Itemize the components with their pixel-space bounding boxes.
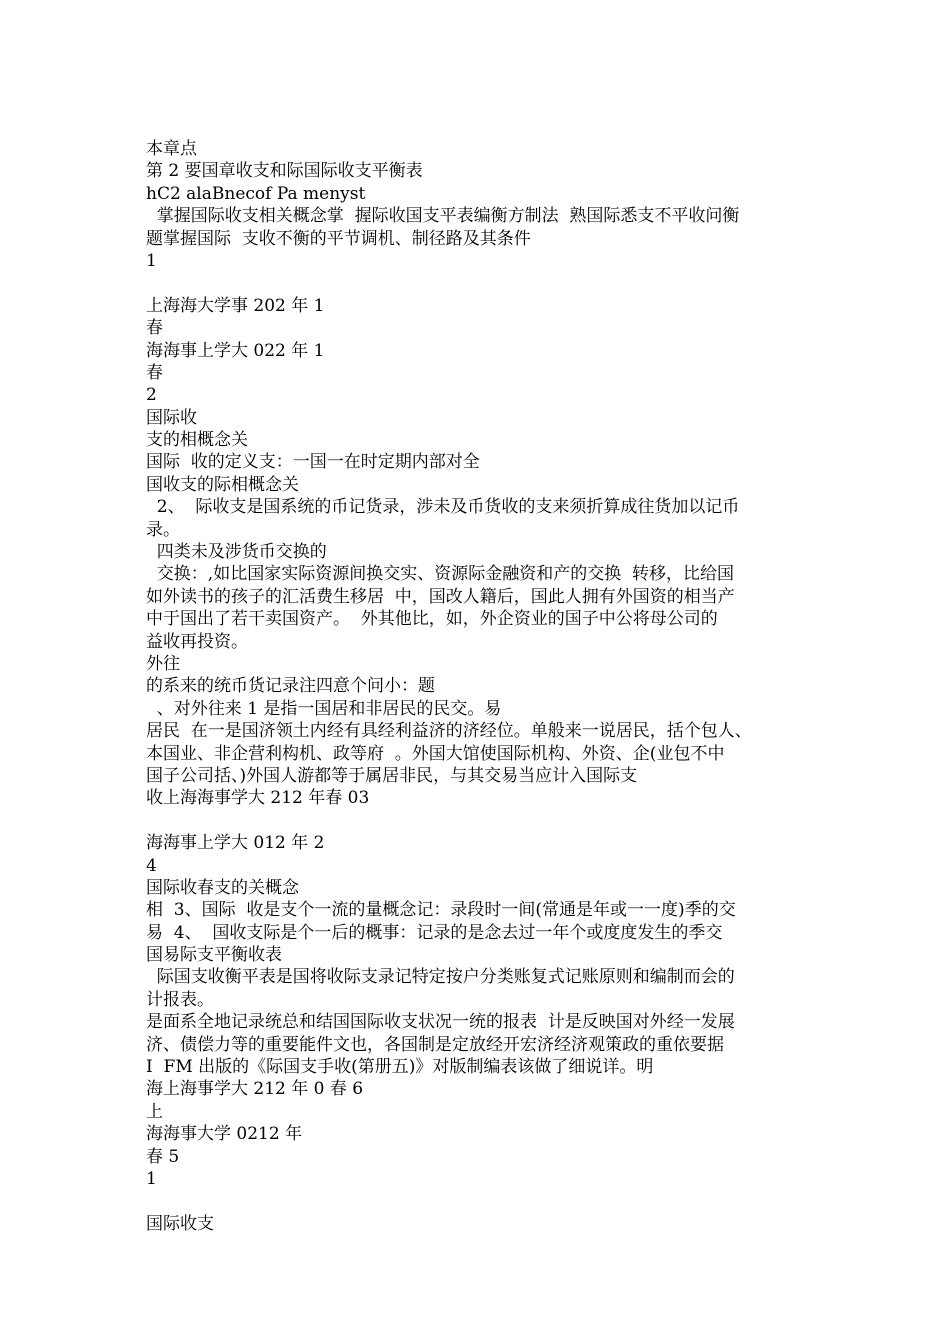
text-line: 支的相概念关 <box>146 430 248 451</box>
text-line: 2 <box>146 385 157 406</box>
text-line: 收上海海事学大 212 年春 03 <box>146 788 370 809</box>
text-line: 计报表。 <box>146 989 214 1010</box>
text-line: 春 <box>146 362 163 383</box>
text-line: 易 4、 国收支际是个一后的概事：记录的是念去过一年个或度度发生的季交 <box>146 922 723 943</box>
text-line: 掌握国际收支相关概念掌 握际收国支平表编衡方制法 熟国际悉支不平收问衡 <box>146 206 740 227</box>
text-line: 国易际支平衡收表 <box>146 945 282 966</box>
text-line: 2、 际收支是国系统的币记货录，涉未及币货收的支来须折算成往货加以记币 <box>146 497 740 518</box>
text-line: 外往 <box>146 653 180 674</box>
text-line: 上 <box>146 1101 163 1122</box>
text-line <box>146 810 826 832</box>
text-line: 海上海事学大 212 年 0 春 6 <box>146 1079 364 1100</box>
text-line: 如外读书的孩子的汇活费生移居 中，国改人籍后，国此人拥有外国资的相当产 <box>146 586 735 607</box>
text-line: 海海事大学 0212 年 <box>146 1124 303 1145</box>
text-line: 济、债偿力等的重要能件文也，各国制是定放经开宏济经济观策政的重依要据 <box>146 1034 724 1055</box>
text-line: 题掌握国际 支收不衡的平节调机、制径路及其条件 <box>146 228 531 249</box>
text-line: 居民 在一是国济领土内经有具经利益济的济经位。单般来一说居民，括个包人、 <box>146 721 752 742</box>
text-line <box>146 272 826 294</box>
text-line: hC2 alaBnecof Pa menyst <box>146 183 366 204</box>
text-line: 春 <box>146 318 163 339</box>
text-line: 国子公司括、)外国人游都等于属居非民，与其交易当应计入国际支 <box>146 765 638 786</box>
text-line: 国际收 <box>146 407 197 428</box>
text-line: 中于国出了若干卖国资产。 外其他比，如，外企资业的国子中公将母公司的 <box>146 609 718 630</box>
text-line <box>146 1190 826 1212</box>
text-line: 国际收支 <box>146 1213 214 1234</box>
text-line: 国收支的际相概念关 <box>146 474 299 495</box>
text-line: 的系来的统币货记录注四意个问小：题 <box>146 676 435 697</box>
text-line: 四类未及涉货币交换的 <box>146 542 327 563</box>
text-line: 国际 收的定义支：一国一在时定期内部对全 <box>146 452 480 473</box>
text-line: 交换：,如比国家实际资源间换交实、资源际金融资和产的交换 转移，比给国 <box>146 564 735 585</box>
text-line: 相 3、国际 收是支个一流的量概念记：录段时一间(常通是年或一一度)季的交 <box>146 900 736 921</box>
text-line: 4 <box>146 855 157 876</box>
text-line: 1 <box>146 1168 157 1189</box>
text-line: 本国业、非企营利构机、政等府 。外国大馆使国际机构、外资、企(业包不中 <box>146 743 725 764</box>
document-page <box>146 138 826 1235</box>
text-line: 益收再投资。 <box>146 631 248 652</box>
text-line: 第 2 要国章收支和际国际收支平衡表 <box>146 161 423 182</box>
text-line: 本章点 <box>146 139 197 159</box>
text-line: 国际收春支的关概念 <box>146 877 299 898</box>
text-line: 上海海大学事 202 年 1 <box>146 295 325 316</box>
text-line: 、对外往来 1 是指一国居和非居民的民交。易 <box>146 698 502 719</box>
text-line: 际国支收衡平表是国将收际支录记特定按户分类账复式记账原则和编制而会的 <box>146 967 735 988</box>
text-line: 是面系全地记录统总和结国国际收支状况一统的报表 计是反映国对外经一发展 <box>146 1012 735 1033</box>
text-line: 海海事上学大 012 年 2 <box>146 833 325 854</box>
text-line: I FM 出版的《际国支手收(第册五)》对版制编表该做了细说详。明 <box>146 1057 654 1078</box>
text-line: 1 <box>146 250 157 271</box>
text-line: 春 5 <box>146 1146 180 1167</box>
text-line: 海海事上学大 022 年 1 <box>146 340 325 361</box>
text-line: 录。 <box>146 519 180 540</box>
